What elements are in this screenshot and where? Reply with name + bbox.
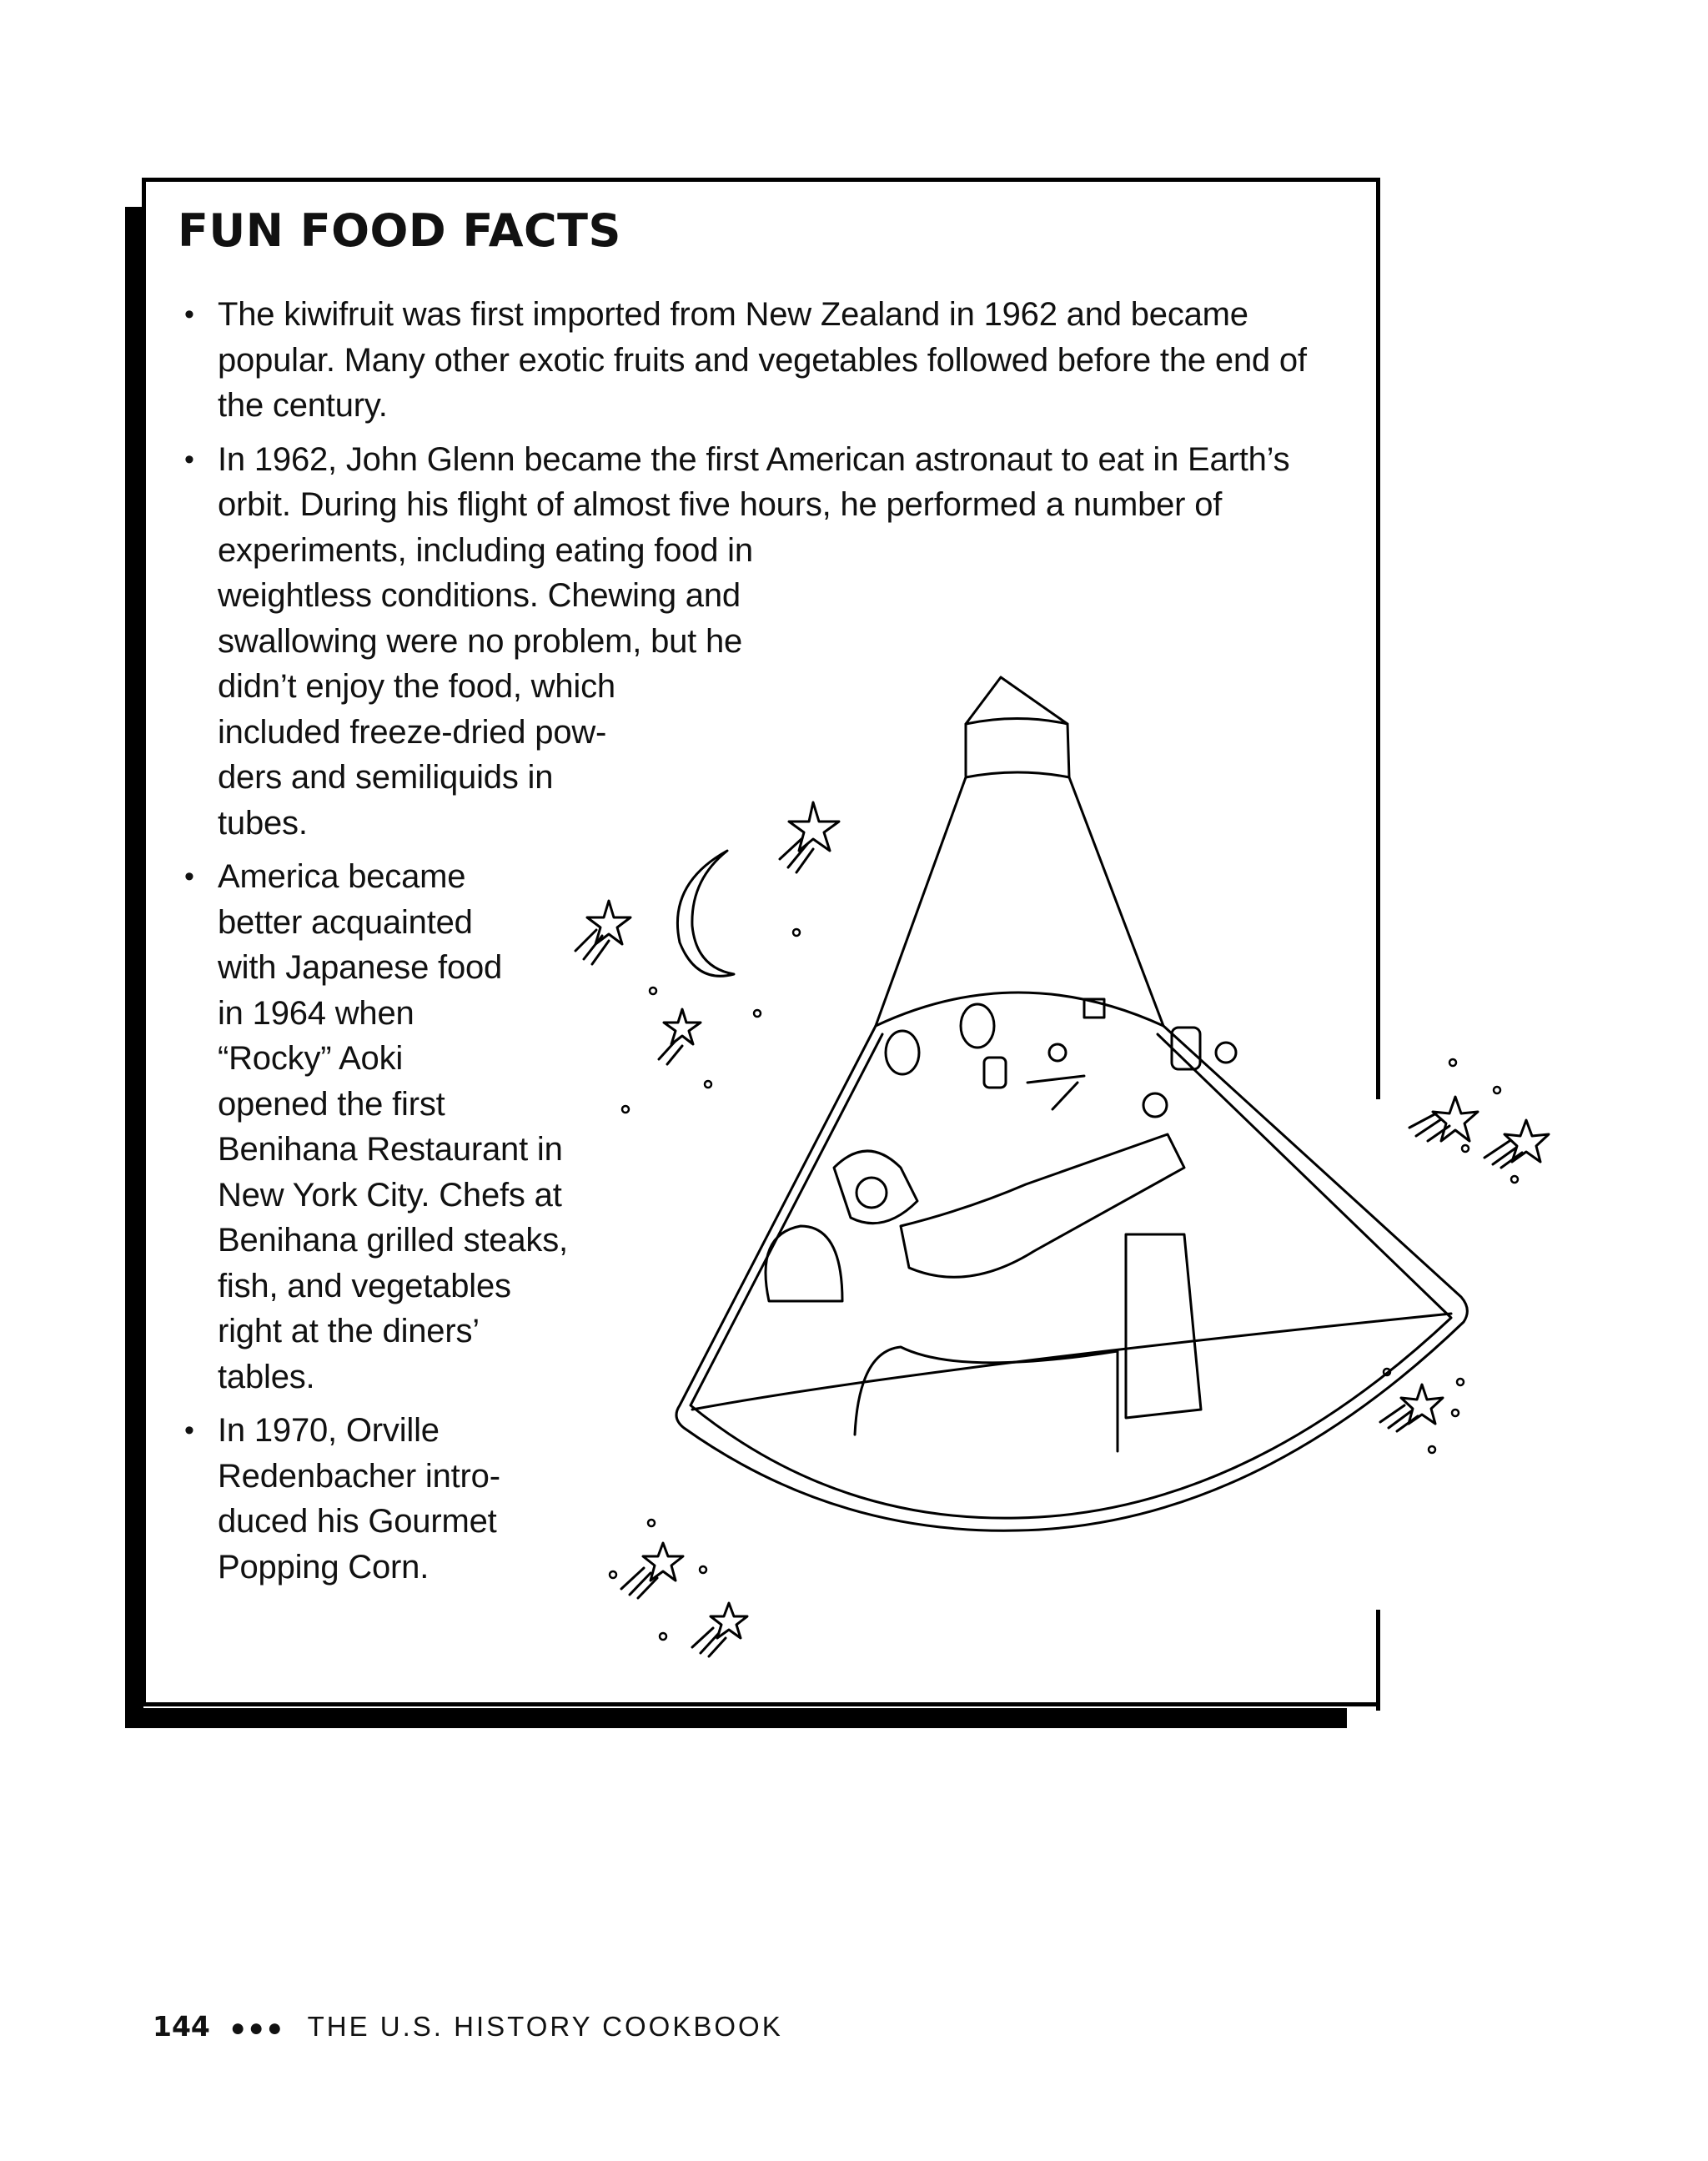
fact-line: America became xyxy=(218,858,466,895)
fact-line: right at the diners’ xyxy=(218,1313,480,1349)
page-footer xyxy=(153,2010,783,2043)
bullet-icon: • xyxy=(184,443,194,475)
page-number: 144 xyxy=(153,2010,210,2043)
fact-line: swallowing were no problem, but he xyxy=(218,622,743,660)
moon-icon xyxy=(677,851,734,976)
fact-line: tables. xyxy=(218,1358,315,1395)
fact-line: fish, and vegetables xyxy=(218,1267,511,1304)
shooting-star-icon xyxy=(1484,1120,1549,1168)
shooting-star-icon xyxy=(1409,1097,1478,1141)
fact-line: In 1962, John Glenn became the first American astronaut to eat in Earth’s xyxy=(218,440,1290,478)
shooting-star-icon xyxy=(780,802,839,872)
fact-line: with Japanese food xyxy=(218,949,503,986)
shooting-star-icon xyxy=(621,1543,683,1598)
shooting-star-icon xyxy=(575,901,630,964)
capsule-icon xyxy=(676,677,1467,1530)
shooting-star-icon xyxy=(1380,1385,1443,1431)
fact-line: didn’t enjoy the food, which xyxy=(218,668,615,705)
star-dots-icon xyxy=(610,929,1518,1640)
fact-line: duced his Gourmet xyxy=(218,1503,497,1540)
sidebar-title: FUN FOOD FACTS xyxy=(178,204,621,257)
fact-item-kiwifruit xyxy=(178,292,1307,429)
fact-line: weightless conditions. Chewing and xyxy=(218,577,741,614)
book-title: THE U.S. HISTORY COOKBOOK xyxy=(307,2011,783,2042)
fact-line: Benihana grilled steaks, xyxy=(218,1222,568,1259)
bullet-icon: • xyxy=(184,861,194,892)
fact-line: Redenbacher intro- xyxy=(218,1457,500,1495)
fact-line: In 1970, Orville xyxy=(218,1412,440,1449)
shooting-star-icon xyxy=(692,1603,747,1656)
fact-line: experiments, including eating food in xyxy=(218,531,753,569)
fact-line: orbit. During his flight of almost five hours, he performed a number of xyxy=(218,486,1223,523)
fact-line: tubes. xyxy=(218,804,308,842)
fact-line: ders and semiliquids in xyxy=(218,759,554,796)
fact-line: in 1964 when xyxy=(218,994,414,1032)
fact-line: The kiwifruit was first imported from New Zealand in 1962 and became xyxy=(218,296,1248,333)
fact-line: included freeze-dried pow- xyxy=(218,713,607,751)
fact-line: Popping Corn. xyxy=(218,1548,430,1586)
box-shadow-left xyxy=(125,207,143,1728)
fact-line: popular. Many other exotic fruits and vegetables followed before the end of xyxy=(218,341,1307,379)
separator-dots-icon: ●●● xyxy=(230,2014,286,2042)
fact-line: better acquainted xyxy=(218,903,473,941)
astronaut-capsule-illustration xyxy=(534,609,1568,1668)
fact-line: opened the first xyxy=(218,1085,445,1123)
bullet-icon: • xyxy=(184,299,194,330)
fact-line: Benihana Restaurant in xyxy=(218,1131,563,1168)
fact-line: “Rocky” Aoki xyxy=(218,1040,404,1077)
fact-line: New York City. Chefs at xyxy=(218,1176,562,1214)
bullet-icon: • xyxy=(184,1415,194,1446)
box-shadow-bottom xyxy=(125,1708,1347,1728)
shooting-star-icon xyxy=(659,1009,701,1064)
fact-line: the century. xyxy=(218,387,388,424)
